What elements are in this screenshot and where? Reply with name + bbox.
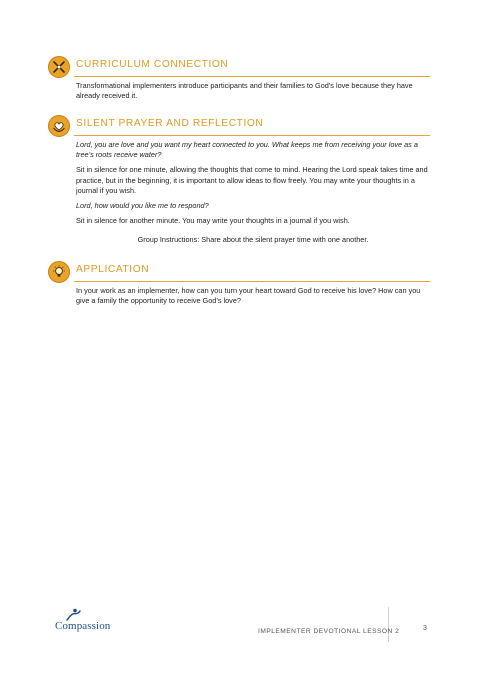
section-body — [76, 81, 430, 101]
instruction-paragraph: Sit in silence for another minute. You may write your thoughts in a journal if you wish. — [76, 216, 350, 226]
footer-lesson-title: IMPLEMENTER DEVOTIONAL LESSON 2 — [258, 628, 400, 635]
section-divider — [74, 76, 430, 77]
section-body — [76, 286, 430, 306]
body-paragraph: In your work as an implementer, how can you turn your heart toward God to receive his love? How can you give a family the opportunity to receive God’s love? — [76, 286, 421, 306]
page-number: 3 — [423, 625, 427, 632]
footer-divider — [388, 607, 389, 642]
section-title: APPLICATION — [76, 264, 150, 275]
application-section — [48, 261, 430, 311]
group-instructions: Group Instructions: Share about the silent prayer time with one another. — [137, 235, 369, 245]
section-title: CURRICULUM CONNECTION — [76, 59, 229, 70]
curriculum-connection-section — [48, 56, 430, 106]
section-body — [76, 140, 430, 246]
instruction-paragraph: Sit in silence for one minute, allowing the thoughts that come to mind. Hearing the Lord speak takes time and practice, but in the beginning, it is important to allow ideas to flow freely. You may write your thoughts in a journal if you wish. — [76, 165, 428, 195]
crossed-tools-icon — [48, 56, 70, 78]
section-header — [48, 115, 430, 137]
body-paragraph: Transformational implementers introduce participants and their families to God’s love because they have already received it. — [76, 81, 413, 101]
lightbulb-icon — [48, 261, 70, 283]
section-header — [48, 56, 430, 78]
section-title: SILENT PRAYER AND REFLECTION — [76, 118, 264, 129]
logo-text: Compassion — [55, 620, 111, 632]
compassion-logo — [55, 610, 125, 632]
prayer-question: Lord, how would you like me to respond? — [76, 201, 209, 211]
silent-prayer-section — [48, 115, 430, 251]
section-divider — [74, 281, 430, 282]
section-header — [48, 261, 430, 283]
section-divider — [74, 135, 430, 136]
prayer-question: Lord, you are love and you want my heart connected to you. What keeps me from receiving your love as a tree’s roots receive water? — [76, 140, 418, 160]
hands-heart-icon — [48, 115, 70, 137]
